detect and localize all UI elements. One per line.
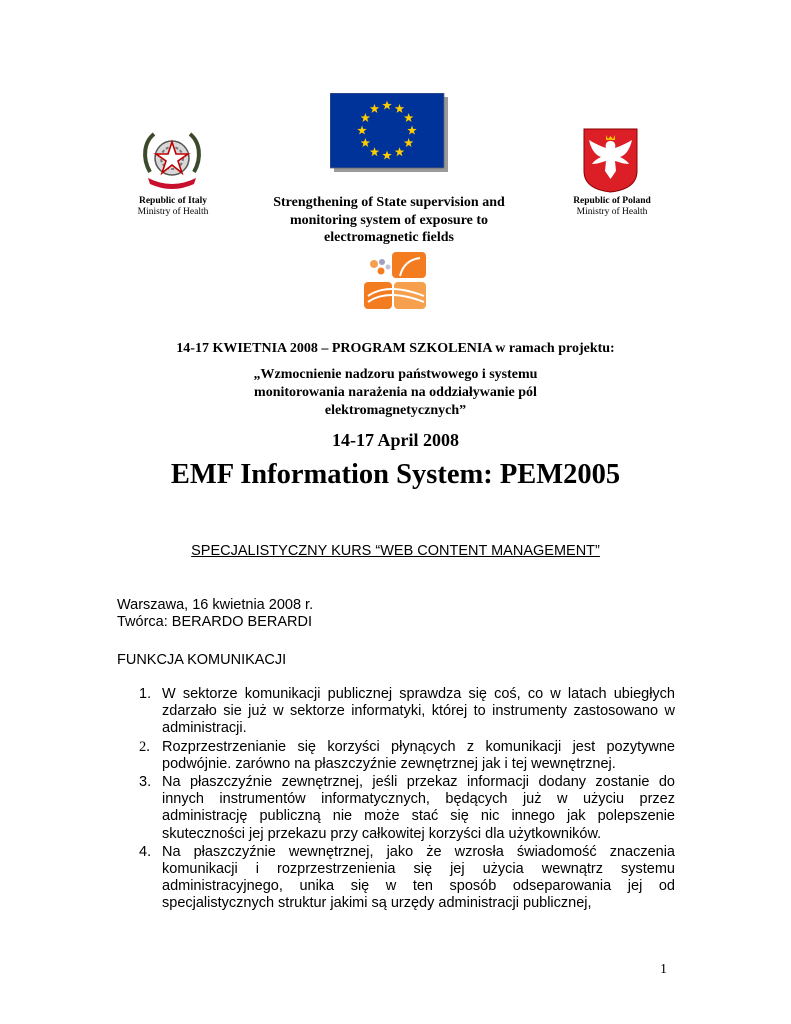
list-item bbox=[117, 739, 675, 773]
poland-emblem-icon bbox=[582, 127, 639, 193]
list-item bbox=[117, 774, 675, 843]
italy-ministry: Ministry of Health bbox=[137, 207, 209, 217]
poland-ministry: Ministry of Health bbox=[576, 207, 648, 217]
list-item-text: Na płaszczyźnie zewnętrznej, jeśli przekaz informacji dodany zostanie do innych instrumentów informatycznych, będących już w użyciu przez administrację publiczną nie może stać się nic innego jak polepszenie skuteczności jej przekazu przy całkowitej korzyści dla użytkowników. bbox=[162, 774, 675, 842]
list-item-number: 4. bbox=[139, 843, 152, 860]
poland-caption bbox=[556, 196, 668, 218]
section-title: FUNKCJA KOMUNIKACJI bbox=[117, 652, 287, 668]
numbered-list bbox=[117, 686, 675, 914]
list-item-text: Na płaszczyźnie wewnętrznej, jako że wzrosła świadomość znaczenia komunikacji i rozprzestrzenienia się jej użycia wewnątrz systemu administracyjnego, unika się w ten sposób odseparowania jej od specjalistycznych struktur jakimi są urzędy administracji publicznej, bbox=[162, 843, 675, 912]
italy-country: Republic of Italy bbox=[138, 196, 208, 206]
list-item-number: 1. bbox=[139, 686, 152, 702]
page-number: 1 bbox=[660, 962, 667, 977]
author: Twórca: BERARDO BERARDI bbox=[117, 614, 312, 630]
program-line-2: „Wzmocnienie nadzoru państwowego i systemu monitorowania narażenia na oddziaływanie pól elektromagnetycznych” bbox=[253, 367, 538, 418]
italy-emblem-icon bbox=[140, 128, 204, 194]
main-title: EMF Information System: PEM2005 bbox=[170, 459, 621, 490]
list-item bbox=[117, 686, 675, 738]
list-item-number: 3. bbox=[139, 774, 152, 791]
course-title: SPECJALISTYCZNY KURS “WEB CONTENT MANAGEMENT” bbox=[191, 543, 600, 559]
eu-flag-icon bbox=[330, 93, 448, 172]
list-item-number: 2. bbox=[139, 738, 150, 755]
italy-caption bbox=[118, 196, 228, 218]
poland-country: Republic of Poland bbox=[573, 196, 651, 206]
program-line-1: 14-17 KWIETNIA 2008 – PROGRAM SZKOLENIA w ramach projektu: bbox=[176, 341, 615, 356]
list-item bbox=[117, 844, 675, 913]
project-title: Strengthening of State supervision and monitoring system of exposure to electromagnetic fields bbox=[273, 195, 505, 245]
list-item-text: Rozprzestrzenianie się korzyści płynących z komunikacji jest pozytywne podwójnie. zarówno na płaszczyźnie zewnętrznej jak i tej wewnętrznej. bbox=[162, 738, 675, 772]
place-date: Warszawa, 16 kwietnia 2008 r. bbox=[117, 597, 314, 613]
list-item-text: W sektorze komunikacji publicznej sprawdza się coś, co w latach ubiegłych zdarzało sie już w sektorze informatyki, której to instrumenty zastosowano w administracji. bbox=[162, 686, 675, 737]
date-heading: 14-17 April 2008 bbox=[331, 430, 459, 450]
project-logo-icon bbox=[364, 252, 428, 310]
